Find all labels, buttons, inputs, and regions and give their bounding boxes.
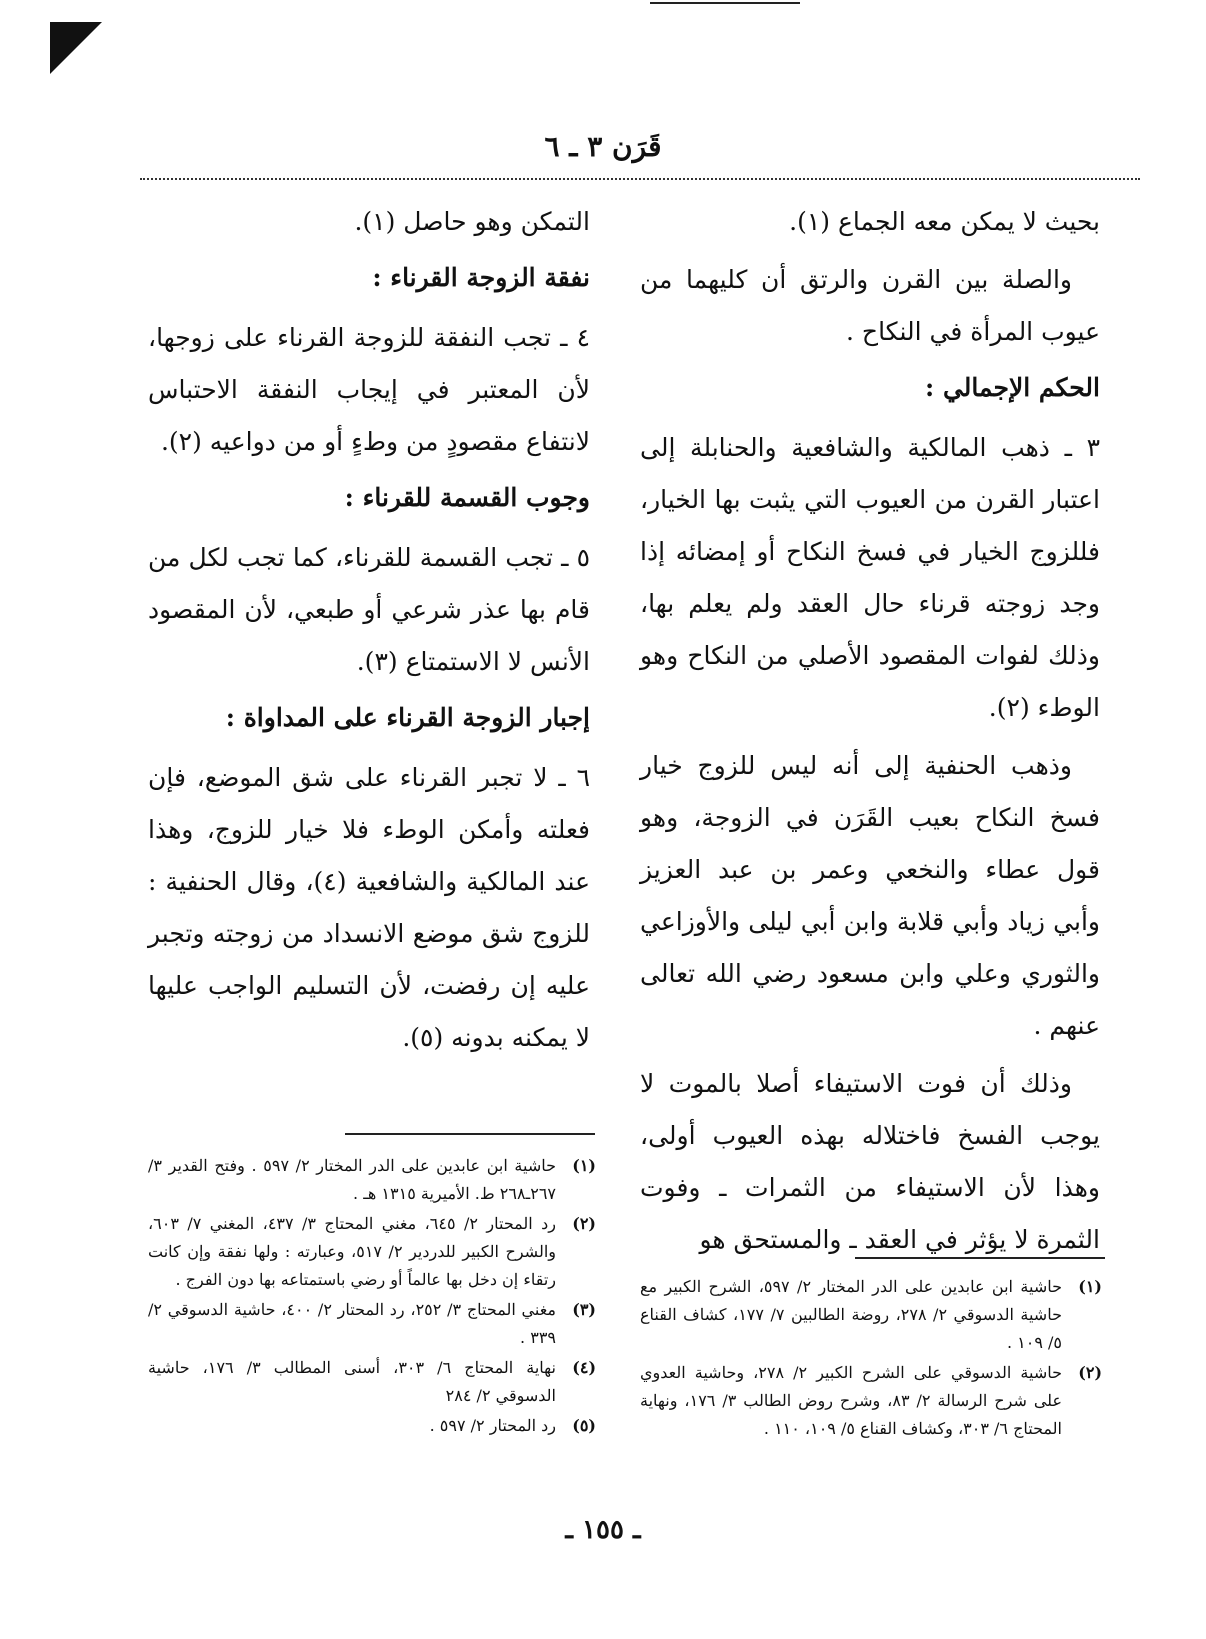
paragraph: بحيث لا يمكن معه الجماع (١). [789, 207, 1100, 236]
paragraph: ٦ ـ لا تجبر القرناء على شق الموضع، فإن فعلته وأمكن الوطء فلا خيار للزوج، وهذا عند المالكية والشافعية (٤)، وقال الحنفية : للزوج شق موضع الانسداد من زوجته وتجبر عليه إن رفضت، لأن التسليم الواجب عليها لا يمكنه بدونه (٥). [148, 763, 590, 1052]
footnote-separator-left [345, 1133, 595, 1135]
section-heading: نفقة الزوجة القرناء : [372, 263, 590, 292]
footnote-text: مغني المحتاج ٣/ ٢٥٢، رد المحتار ٢/ ٤٠٠، حاشية الدسوقي ٢/ ٣٣٩ . [148, 1300, 556, 1347]
footnote-number: (٢) [1078, 1363, 1103, 1382]
section-heading: الحكم الإجمالي : [925, 373, 1100, 402]
footnote [148, 1210, 596, 1294]
footnote-text: نهاية المحتاج ٦/ ٣٠٣، أسنى المطالب ٣/ ١٧٦، حاشية الدسوقي ٢/ ٢٨٤ [148, 1358, 557, 1405]
paragraph: التمكن وهو حاصل (١). [354, 207, 590, 236]
header-dotted-rule [140, 178, 1140, 180]
footnote-text: رد المحتار ٢/ ٦٤٥، مغني المحتاج ٣/ ٤٣٧، المغني ٧/ ٦٠٣، والشرح الكبير للدردير ٢/ ٥١٧، وعبارته : ولها نفقة وإن كانت رتقاء إن دخل بها عالماً أو رضي باستمتاعه بها دون الفرج . [148, 1214, 556, 1289]
footnote-number: (٢) [572, 1214, 596, 1233]
footnote [148, 1152, 596, 1208]
footnotes-left [148, 1152, 596, 1442]
footnote-number: (١) [572, 1156, 596, 1175]
footnote-number: (٥) [572, 1416, 596, 1435]
page-number: ـ ١٥٥ ـ [565, 1515, 641, 1545]
footnote [148, 1296, 596, 1352]
footnote [148, 1354, 596, 1410]
paragraph: وذلك أن فوت الاستيفاء أصلا بالموت لا يوجب الفسخ فاختلاله بهذه العيوب أولى، وهذا لأن الاستيفاء من الثمرات ـ وفوت الثمرة لا يؤثر في العقد ـ والمستحق هو [640, 1069, 1100, 1254]
paragraph: ٣ ـ ذهب المالكية والشافعية والحنابلة إلى اعتبار القرن من العيوب التي يثبت بها الخيار، فللزوج الخيار في فسخ النكاح أو إمضائه إذا وجد زوجته قرناء حال العقد ولم يعلم بها، وذلك لفوات المقصود الأصلي من النكاح وهو الوطء (٢). [640, 433, 1100, 722]
footnote-text: رد المحتار ٢/ ٥٩٧ . [429, 1416, 556, 1435]
paragraph: والصلة بين القرن والرتق أن كليهما من عيوب المرأة في النكاح . [640, 265, 1100, 346]
footnote-text: حاشية ابن عابدين على الدر المختار ٢/ ٥٩٧ . وفتح القدير ٣/ ٢٦٧ـ٢٦٨ ط. الأميرية ١٣١٥ هـ . [148, 1156, 556, 1203]
footnote [640, 1359, 1102, 1443]
footnote-text: حاشية ابن عابدين على الدر المختار ٢/ ٥٩٧، الشرح الكبير مع حاشية الدسوقي ٢/ ٢٧٨، روضة الطالبين ٧/ ١٧٧، كشاف القناع ٥/ ١٠٩ . [640, 1277, 1062, 1352]
paragraph: ٥ ـ تجب القسمة للقرناء، كما تجب لكل من قام بها عذر شرعي أو طبعي، لأن المقصود الأنس لا الاستمتاع (٣). [148, 543, 590, 676]
footnote-number: (٤) [572, 1358, 597, 1377]
footnotes-right [640, 1273, 1102, 1445]
footnote-number: (٣) [572, 1300, 596, 1319]
left-column [148, 196, 590, 1070]
top-edge-rule [650, 2, 800, 4]
right-column [640, 196, 1100, 1272]
corner-triangle-mark [50, 22, 102, 74]
footnote [640, 1273, 1102, 1357]
running-title: قَرَن ٣ ـ ٦ [544, 130, 662, 163]
footnote [148, 1412, 596, 1440]
footnote-separator-right [855, 1257, 1105, 1259]
paragraph: ٤ ـ تجب النفقة للزوجة القرناء على زوجها، لأن المعتبر في إيجاب النفقة الاحتباس لانتفاع مقصودٍ من وطءٍ أو من دواعيه (٢). [148, 323, 590, 456]
paragraph: وذهب الحنفية إلى أنه ليس للزوج خيار فسخ النكاح بعيب القَرَن في الزوجة، وهو قول عطاء والنخعي وعمر بن عبد العزيز وأبي زياد وأبي قلابة وابن أبي ليلى والأوزاعي والثوري وعلي وابن مسعود رضي الله تعالى عنهم . [640, 751, 1100, 1040]
footnote-number: (١) [1078, 1277, 1102, 1296]
section-heading: وجوب القسمة للقرناء : [344, 483, 590, 512]
section-heading: إجبار الزوجة القرناء على المداواة : [225, 703, 590, 732]
footnote-text: حاشية الدسوقي على الشرح الكبير ٢/ ٢٧٨، وحاشية العدوي على شرح الرسالة ٢/ ٨٣، وشرح روض الطالب ٣/ ١٧٦، ونهاية المحتاج ٦/ ٣٠٣، وكشاف القناع ٥/ ١٠٩، ١١٠ . [640, 1363, 1063, 1438]
